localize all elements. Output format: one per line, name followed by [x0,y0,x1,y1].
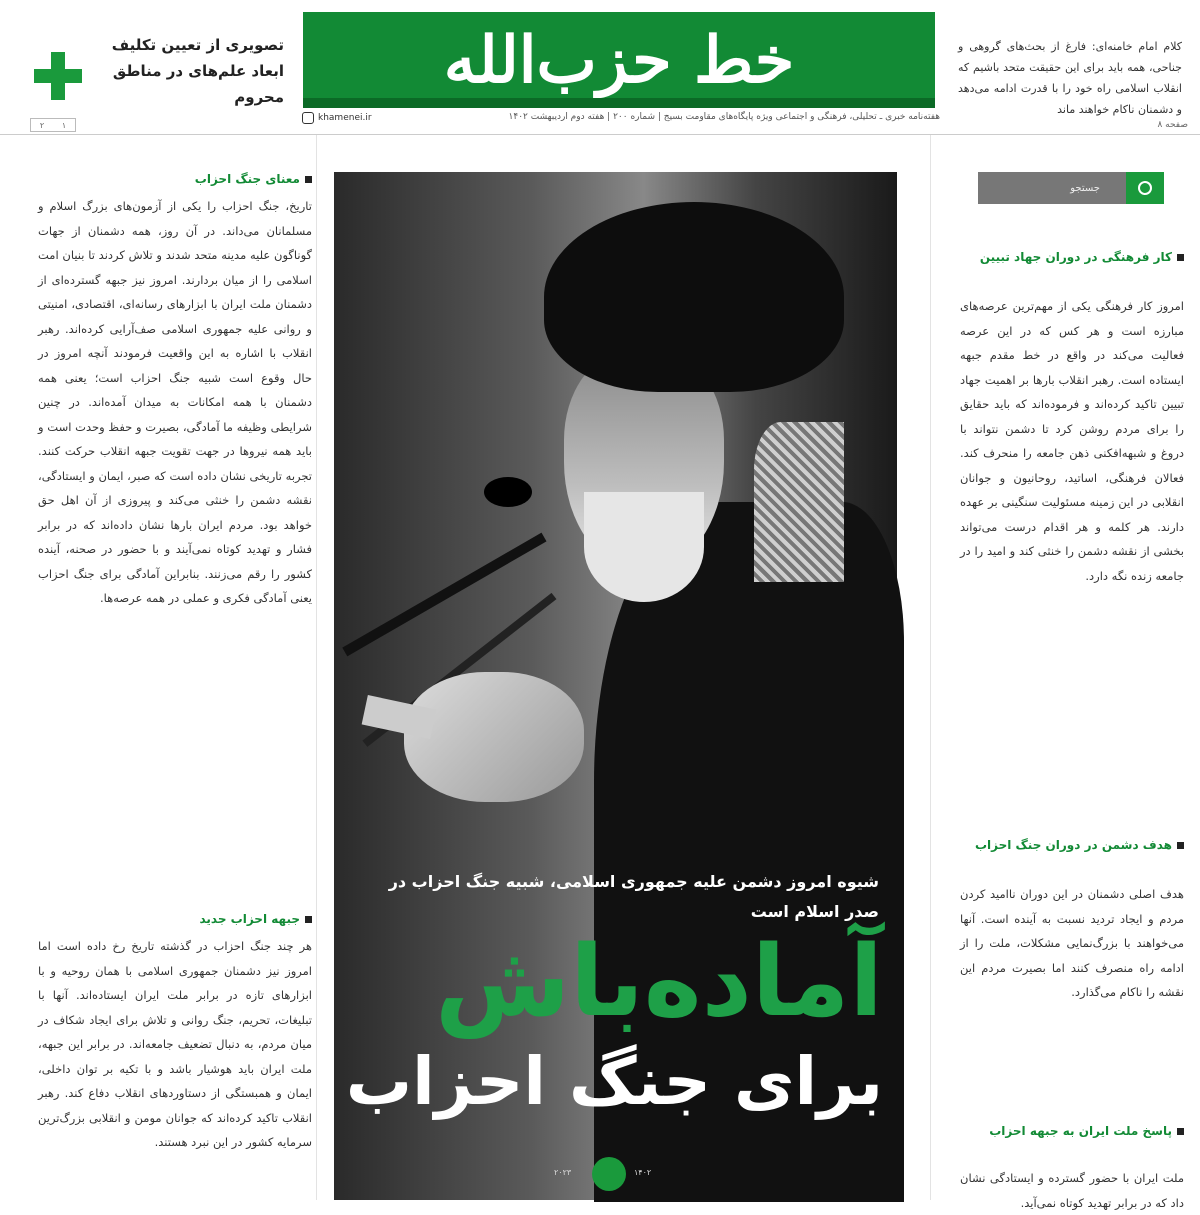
right-section3-heading[interactable]: پاسخ ملت ایران به جبهه احزاب [962,1120,1184,1142]
right-section2-heading[interactable]: هدف دشمن در دوران جنگ احزاب [962,834,1184,856]
photo-turban [544,202,844,392]
cover-title: آماده‌باش [434,925,883,1039]
masthead-logo: خط حزب‌الله [443,22,795,98]
left-section2-heading[interactable]: جبهه احزاب جدید [40,908,312,930]
right-section3-body: ملت ایران با حضور گسترده و ایستادگی نشان داد که در برابر تهدید کوتاه نمی‌آید. [960,1171,1184,1210]
photo-collar [754,422,844,582]
right-section1-body: امروز کار فرهنگی یکی از مهم‌ترین عرصه‌های مبارزه است و هر کس که در این عرصه فعالیت می‌کند در واقع در خط مقدم جبهه ایستاده است. رهبر انقلاب بارها بر اهمیت جهاد تبیین تاکید کرده‌اند و فرموده‌اند که باید حقایق را برای مردم روشن کرد تا دشمن نتواند با دروغ و شبهه‌افکنی ذهن جامعه را منحرف کند. فعالان فرهنگی، اساتید، روحانیون و جوانان انقلابی در این زمینه مسئولیت سنگینی بر عهده دارند. هر کلمه و هر اقدام درست می‌تواند بخشی از نقشه دشمن را خنثی کند و امید را در جامعه زنده نگه دارد. [960,299,1184,583]
bullet-icon [1177,254,1184,261]
cover-subtitle: برای جنگ احزاب [345,1043,883,1120]
photo-hand [404,672,584,802]
microphone-icon [342,533,546,657]
pager-prev[interactable]: ۲ [39,120,45,130]
cover-badge-left: ۲۰۲۳ [554,1168,572,1177]
right-section1-heading[interactable]: کار فرهنگی در دوران جهاد تبیین [962,246,1184,268]
cover-image[interactable] [334,172,897,1200]
masthead-stripe [303,98,935,108]
bullet-icon [1177,1128,1184,1135]
cover-badge-right: ۱۴۰۲ [634,1168,652,1177]
cover-logo-icon [592,1157,626,1191]
promo-block[interactable] [24,32,284,112]
column-divider-left [316,135,317,1200]
header-divider [0,134,1200,135]
search-icon [1138,181,1152,195]
microphone-head [484,477,532,507]
site-link-text: khamenei.ir [318,113,372,123]
search-bar[interactable] [978,172,1164,204]
bullet-icon [305,176,312,183]
top-right-link[interactable]: صفحه ۸ [1157,120,1188,130]
pager-next[interactable]: ۱ [61,120,67,130]
site-link[interactable] [302,110,432,126]
bullet-icon [1177,842,1184,849]
pager[interactable] [30,118,76,132]
top-right-quote: کلام امام خامنه‌ای: فارغ از بحث‌های گروهی و جناحی، همه باید برای این حقیقت متحد باشیم که انقلاب اسلامی راه خود را با قدرت ادامه می‌دهد و دشمنان ناکام خواهند ماند [958,40,1182,116]
right-section2-body: هدف اصلی دشمنان در این دوران ناامید کردن مردم و ایجاد تردید نسبت به آینده است. آنها می‌خواهند با بزرگ‌نمایی مشکلات، ملت را از ادامه راه منصرف کنند اما بصیرت مردم این نقشه را ناکام می‌گذارد. [960,887,1184,999]
left-section1-body: تاریخ، جنگ احزاب را یکی از آزمون‌های بزرگ اسلام و مسلمانان می‌داند. در آن روز، همه دشمنان از جهات گوناگون علیه مدینه متحد شدند و تلاش کردند تا بنیان امت اسلامی را از میان بردارند. امروز نیز جبهه گسترده‌ای از دشمنان ملت ایران با ابزارهای رسانه‌ای، اقتصادی، امنیتی و روانی علیه جمهوری اسلامی صف‌آرایی کرده‌اند. رهبر انقلاب با اشاره به این واقعیت فرمودند آنچه امروز در حال وقوع است شبیه جنگ احزاب است؛ یعنی همه دشمنان با همه امکانات به میدان آمده‌اند. در چنین شرایطی وظیفه ما آمادگی، بصیرت و حفظ وحدت است و باید همه نیروها در جهت تقویت جبهه انقلاب حرکت کنند. تجربه تاریخی نشان داده است که صبر، ایمان و ایستادگی، نقشه دشمن را خنثی می‌کند و پیروزی از آن اهل حق خواهد بود. مردم ایران بارها نشان داده‌اند که در برابر فشار و تهدید کوتاه نمی‌آیند و با حضور در صحنه، آینده کشور را رقم می‌زنند. بنابراین آمادگی برای جنگ احزاب یعنی آمادگی فکری و عملی در همه عرصه‌ها. [38,199,312,605]
instagram-icon [302,112,314,124]
search-label[interactable]: جستجو [1070,182,1100,194]
promo-text: تصویری از تعیین تکلیف ابعاد علم‌های در مناطق محروم [111,36,284,106]
plus-icon [34,52,82,100]
left-section2-body: هر چند جنگ احزاب در گذشته تاریخ رخ داده است اما امروز نیز دشمنان جمهوری اسلامی با همان روحیه و با ابزارهای تازه در برابر ملت ایران ایستاده‌اند. آنها با تبلیغات، تحریم، جنگ روانی و تلاش برای ایجاد شکاف در میان مردم، به دنبال تضعیف جامعه‌اند. در برابر این جبهه، ملت ایران باید هوشیار باشد و با تکیه بر توان داخلی، ایمان و همبستگی از دستاوردهای انقلاب دفاع کند. رهبر انقلاب تاکید کرده‌اند که جوانان مومن و انقلابی بزرگ‌ترین سرمایه کشور در این نبرد هستند. [38,939,312,1149]
photo-beard [584,492,704,602]
cover-subheading: شیوه امروز دشمن علیه جمهوری اسلامی، شبیه جنگ احزاب در صدر اسلام است [388,872,879,921]
bullet-icon [305,916,312,923]
search-button[interactable] [1126,172,1164,204]
masthead-tagline: هفته‌نامه خبری ـ تحلیلی، فرهنگی و اجتماعی ویژه پایگاه‌های مقاومت بسیج | شماره ۲۰۰ | هفته دوم اردیبهشت ۱۴۰۲ [508,112,940,122]
masthead [303,12,935,108]
column-divider-right [930,135,931,1200]
left-section1-heading[interactable]: معنای جنگ احزاب [40,168,312,190]
